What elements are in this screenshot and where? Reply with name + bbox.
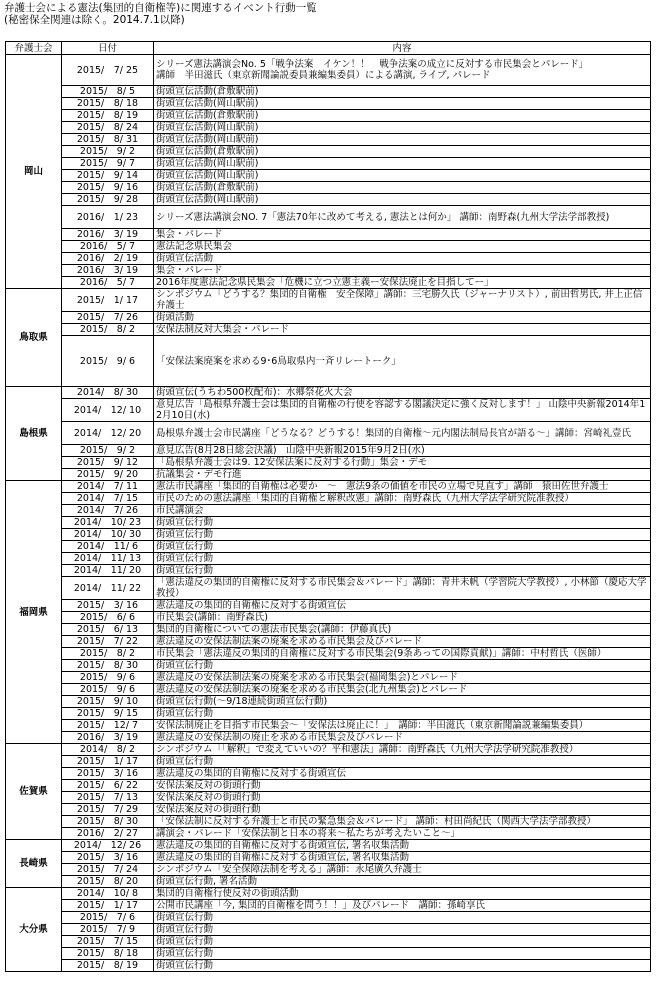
date-cell: 2014/ 8/ 30: [62, 387, 154, 399]
table-row: [6, 852, 651, 864]
date-cell: 2015/ 9/ 6: [62, 684, 154, 696]
content-cell: 集会・パレード: [154, 265, 651, 277]
content-cell: 街頭宣伝行動: [154, 948, 651, 960]
table-row: [6, 206, 651, 229]
date-cell: 2016/ 2/ 27: [62, 828, 154, 840]
table-row: [6, 399, 651, 422]
date-cell: 2015/ 7/ 22: [62, 636, 154, 648]
table-row: [6, 792, 651, 804]
table-row: [6, 517, 651, 529]
table-row: [6, 672, 651, 684]
date-cell: 2015/ 8/ 19: [62, 110, 154, 122]
date-cell: 2014/ 8/ 2: [62, 744, 154, 756]
date-cell: 2016/ 3/ 19: [62, 265, 154, 277]
content-cell: 街頭宣伝活動(岡山駅前): [154, 158, 651, 170]
date-cell: 2015/ 7/ 26: [62, 312, 154, 324]
date-cell: 2015/ 9/ 7: [62, 158, 154, 170]
content-cell: 街頭宣伝行動: [154, 660, 651, 672]
table-row: [6, 324, 651, 336]
date-cell: 2015/ 9/ 10: [62, 696, 154, 708]
table-row: [6, 624, 651, 636]
date-cell: 2015/ 9/ 15: [62, 708, 154, 720]
document-subtitle: (秘密保全関連は除く。2014.7.1以降): [4, 14, 185, 26]
date-cell: 2015/ 8/ 19: [62, 960, 154, 972]
table-row: [6, 600, 651, 612]
date-cell: 2016/ 3/ 19: [62, 229, 154, 241]
content-cell: シリーズ憲法講演会NO. 7「憲法70年に改めて考える, 憲法とは何か」 講師：南野森(九州大学法学部教授): [154, 206, 651, 229]
content-cell: 街頭宣伝活動(岡山駅前): [154, 170, 651, 182]
table-row: [6, 720, 651, 732]
table-row: [6, 876, 651, 888]
table-row: [6, 194, 651, 206]
table-row: [6, 840, 651, 852]
content-cell: シンポジウム「どうする？集団的自衛権 安全保障」講師：三宅勝久氏（ジャーナリスト）, 前田哲男氏, 井上正信弁護士: [154, 289, 651, 312]
date-cell: 2015/ 8/ 2: [62, 648, 154, 660]
content-cell: 意見広告「島根県弁護士会は集団的自衛権の行使を容認する閣議決定に強く反対します！」 山陰中央新報2014年12月10日(水): [154, 399, 651, 422]
content-cell: 「島根県弁護士会は9. 12安保法案に反対する行動」集会・デモ: [154, 457, 651, 469]
content-cell: 集会・パレード: [154, 229, 651, 241]
date-cell: 2014/ 7/ 26: [62, 505, 154, 517]
content-cell: 街頭宣伝行動: [154, 517, 651, 529]
table-row: [6, 960, 651, 972]
content-cell: 街頭宣伝活動(倉敷駅前): [154, 146, 651, 158]
table-body: [6, 55, 651, 972]
date-cell: 2015/ 9/ 6: [62, 672, 154, 684]
table-row: [6, 110, 651, 122]
content-cell: 街頭宣伝活動(倉敷駅前): [154, 182, 651, 194]
table-row: [6, 505, 651, 517]
table-row: [6, 888, 651, 900]
table-row: [6, 708, 651, 720]
content-cell: 街頭宣伝行動: [154, 553, 651, 565]
content-cell: 憲法違反の集団的自衛権に反対する街頭宣伝: [154, 768, 651, 780]
content-cell: 「憲法違反の集団的自衛権に反対する市民集会＆パレード」講師：青井未帆（学習院大学教授）, 小林節（慶応大学教授）: [154, 577, 651, 600]
table-row: [6, 445, 651, 457]
date-cell: 2015/ 1/ 17: [62, 900, 154, 912]
table-row: [6, 732, 651, 744]
date-cell: 2015/ 7/ 24: [62, 864, 154, 876]
table-row: [6, 696, 651, 708]
content-cell: 街頭宣伝行動(～9/18連続街頭宣伝行動): [154, 696, 651, 708]
content-cell: 街頭宣伝活動(岡山駅前): [154, 134, 651, 146]
date-cell: 2014/ 7/ 15: [62, 493, 154, 505]
date-cell: 2015/ 3/ 16: [62, 852, 154, 864]
date-cell: 2014/ 10/ 30: [62, 529, 154, 541]
table-row: [6, 684, 651, 696]
content-cell: シンポジウム「安全保障法制を考える」講師：永尾廣久弁護士: [154, 864, 651, 876]
table-row: [6, 253, 651, 265]
date-cell: 2015/ 8/ 20: [62, 876, 154, 888]
table-row: [6, 636, 651, 648]
content-cell: 街頭宣伝行動: [154, 565, 651, 577]
content-cell: 憲法違反の集団的自衛権に反対する街頭宣伝, 署名収集活動: [154, 852, 651, 864]
content-cell: 街頭宣伝行動: [154, 708, 651, 720]
content-cell: シリーズ憲法講演会No. 5「戦争法案 イケン！！ 戦争法案の成立に反対する市民集会とパレード」 講師 半田滋氏（東京新聞論説委員兼編集委員）による講演, ライブ, パレード: [154, 55, 651, 86]
date-cell: 2015/ 1/ 17: [62, 289, 154, 312]
table-row: [6, 146, 651, 158]
date-cell: 2015/ 9/ 16: [62, 182, 154, 194]
table-row: [6, 744, 651, 756]
content-cell: 街頭宣伝行動, 署名活動: [154, 876, 651, 888]
date-cell: 2015/ 7/ 13: [62, 792, 154, 804]
content-cell: 憲法違反の安保法制の廃止を求める市民集会及びパレード: [154, 732, 651, 744]
date-cell: 2015/ 7/ 9: [62, 924, 154, 936]
date-cell: 2014/ 11/ 6: [62, 541, 154, 553]
date-cell: 2015/ 7/ 25: [62, 55, 154, 86]
date-cell: 2015/ 9/ 6: [62, 336, 154, 387]
table-row: [6, 565, 651, 577]
table-row: [6, 804, 651, 816]
date-cell: 2016/ 5/ 7: [62, 241, 154, 253]
date-cell: 2015/ 6/ 13: [62, 624, 154, 636]
table-row: [6, 98, 651, 110]
date-cell: 2015/ 8/ 18: [62, 98, 154, 110]
content-cell: 街頭宣伝行動: [154, 960, 651, 972]
date-cell: 2015/ 6/ 6: [62, 612, 154, 624]
table-row: [6, 481, 651, 493]
content-cell: 安保法制廃止を目指す市民集会～「安保法は廃止に！」 講師：半田滋氏（東京新聞論説兼編集委員）: [154, 720, 651, 732]
date-cell: 2014/ 7/ 11: [62, 481, 154, 493]
date-cell: 2015/ 9/ 14: [62, 170, 154, 182]
table-row: [6, 289, 651, 312]
table-row: [6, 780, 651, 792]
content-cell: 憲法記念県民集会: [154, 241, 651, 253]
header-bar-association: 弁護士会: [6, 42, 62, 55]
date-cell: 2014/ 12/ 10: [62, 399, 154, 422]
content-cell: 憲法違反の安保法制法案の廃案を求める市民集会(福岡集会)とパレード: [154, 672, 651, 684]
table-row: [6, 55, 651, 86]
table-row: [6, 493, 651, 505]
bar-association-cell: 大分県: [6, 888, 62, 972]
content-cell: 街頭宣伝行動: [154, 912, 651, 924]
table-row: [6, 828, 651, 840]
content-cell: 安保法案反対の街頭行動: [154, 804, 651, 816]
header-content: 内容: [154, 42, 651, 55]
table-row: [6, 170, 651, 182]
date-cell: 2016/ 1/ 23: [62, 206, 154, 229]
table-row: [6, 277, 651, 289]
date-cell: 2015/ 7/ 15: [62, 936, 154, 948]
table-row: [6, 529, 651, 541]
date-cell: 2015/ 9/ 20: [62, 469, 154, 481]
date-cell: 2015/ 1/ 17: [62, 756, 154, 768]
table-row: [6, 756, 651, 768]
date-cell: 2015/ 9/ 2: [62, 445, 154, 457]
bar-association-cell: 福岡県: [6, 481, 62, 744]
content-cell: 市民集会「憲法違反の集団的自衛権に反対する市民集会(9条あっての国際貢献)」講師：中村哲氏（医師）: [154, 648, 651, 660]
table-row: [6, 924, 651, 936]
content-cell: 街頭活動: [154, 312, 651, 324]
content-cell: 意見広告(8月28日総会決議) 山陰中央新報2015年9月2日(水): [154, 445, 651, 457]
table-row: [6, 182, 651, 194]
content-cell: 街頭宣伝行動: [154, 756, 651, 768]
content-cell: 「安保法制に反対する弁護士と市民の緊急集会＆パレード」 講師：村田尚紀氏（関西大学法学部教授）: [154, 816, 651, 828]
content-cell: 街頭宣伝活動(倉敷駅前): [154, 110, 651, 122]
date-cell: 2015/ 7/ 6: [62, 912, 154, 924]
table-row: [6, 541, 651, 553]
table-row: [6, 768, 651, 780]
content-cell: 街頭宣伝活動(岡山駅前): [154, 194, 651, 206]
table-row: [6, 936, 651, 948]
content-cell: 集団的自衛権についての憲法市民集会(講師：伊藤真氏): [154, 624, 651, 636]
header-date: 日付: [62, 42, 154, 55]
date-cell: 2016/ 5/ 7: [62, 277, 154, 289]
date-cell: 2015/ 9/ 2: [62, 146, 154, 158]
content-cell: 街頭宣伝行動: [154, 924, 651, 936]
content-cell: 市民集会(講師：南野森氏): [154, 612, 651, 624]
date-cell: 2015/ 3/ 16: [62, 600, 154, 612]
content-cell: 街頭宣伝行動: [154, 529, 651, 541]
date-cell: 2014/ 11/ 22: [62, 577, 154, 600]
content-cell: 憲法違反の安保法制法案の廃案を求める市民集会(北九州集会)とパレード: [154, 684, 651, 696]
content-cell: 憲法違反の集団的自衛権に反対する街頭宣伝, 署名収集活動: [154, 840, 651, 852]
content-cell: 市民講演会: [154, 505, 651, 517]
date-cell: 2014/ 11/ 13: [62, 553, 154, 565]
date-cell: 2016/ 3/ 19: [62, 732, 154, 744]
date-cell: 2014/ 10/ 8: [62, 888, 154, 900]
date-cell: 2015/ 8/ 24: [62, 122, 154, 134]
date-cell: 2015/ 8/ 31: [62, 134, 154, 146]
date-cell: 2014/ 12/ 20: [62, 422, 154, 445]
date-cell: 2015/ 8/ 2: [62, 324, 154, 336]
content-cell: 憲法違反の安保法制法案の廃案を求める市民集会及びパレード: [154, 636, 651, 648]
content-cell: 街頭宣伝行動: [154, 936, 651, 948]
table-row: [6, 900, 651, 912]
date-cell: 2015/ 6/ 22: [62, 780, 154, 792]
document-title: 弁護士会による憲法(集団的自衛権等)に関連するイベント行動一覧: [4, 2, 317, 14]
table-header-row: [6, 42, 651, 55]
date-cell: 2015/ 9/ 12: [62, 457, 154, 469]
table-row: [6, 265, 651, 277]
bar-association-cell: 長崎県: [6, 840, 62, 888]
date-cell: 2015/ 8/ 5: [62, 86, 154, 98]
table-row: [6, 122, 651, 134]
table-row: [6, 612, 651, 624]
content-cell: シンポジウム「「解釈」で変えていいの？平和憲法」講師：南野森氏（九州大学法学研究院准教授）: [154, 744, 651, 756]
content-cell: 街頭宣伝(うちわ500枚配布)：水郷祭花火大会: [154, 387, 651, 399]
content-cell: 街頭宣伝行動: [154, 541, 651, 553]
table-row: [6, 648, 651, 660]
table-row: [6, 912, 651, 924]
content-cell: 講演会・パレード「安保法制と日本の将来～私たちが考えたいこと～」: [154, 828, 651, 840]
date-cell: 2015/ 12/ 7: [62, 720, 154, 732]
content-cell: 2016年度憲法記念県民集会「危機に立つ立憲主義ー安保法廃止を目指してー」: [154, 277, 651, 289]
content-cell: 安保法案反対の街頭行動: [154, 780, 651, 792]
table-row: [6, 134, 651, 146]
date-cell: 2015/ 8/ 30: [62, 816, 154, 828]
content-cell: 安保法制反対大集会・パレード: [154, 324, 651, 336]
date-cell: 2014/ 11/ 20: [62, 565, 154, 577]
content-cell: 街頭宣伝活動(岡山駅前): [154, 98, 651, 110]
table-row: [6, 241, 651, 253]
date-cell: 2015/ 9/ 28: [62, 194, 154, 206]
content-cell: 集団的自衛権行使反対の街頭活動: [154, 888, 651, 900]
content-cell: 街頭宣伝活動(倉敷駅前): [154, 86, 651, 98]
table-row: [6, 312, 651, 324]
date-cell: 2014/ 10/ 23: [62, 517, 154, 529]
table-row: [6, 457, 651, 469]
table-row: [6, 660, 651, 672]
content-cell: 街頭宣伝活動(岡山駅前): [154, 122, 651, 134]
date-cell: 2016/ 2/ 19: [62, 253, 154, 265]
table-row: [6, 229, 651, 241]
date-cell: 2015/ 8/ 30: [62, 660, 154, 672]
date-cell: 2015/ 7/ 29: [62, 804, 154, 816]
table-row: [6, 577, 651, 600]
table-row: [6, 387, 651, 399]
date-cell: 2015/ 8/ 18: [62, 948, 154, 960]
table-row: [6, 158, 651, 170]
table-row: [6, 86, 651, 98]
event-table: [5, 41, 651, 972]
table-row: [6, 816, 651, 828]
content-cell: 公開市民講座「今, 集団的自衛権を問う！！」及びパレード 講師：孫崎享氏: [154, 900, 651, 912]
content-cell: 「安保法案廃案を求める9･6鳥取県内一斉リレートーク」: [154, 336, 651, 387]
date-cell: 2015/ 3/ 16: [62, 768, 154, 780]
bar-association-cell: 佐賀県: [6, 744, 62, 840]
content-cell: 憲法違反の集団的自衛権に反対する街頭宣伝: [154, 600, 651, 612]
table-row: [6, 553, 651, 565]
content-cell: 安保法案反対の街頭行動: [154, 792, 651, 804]
content-cell: 島根県弁護士会市民講座「どうなる？どうする！集団的自衛権～元内閣法制局長官が語る～」講師：宮崎礼壹氏: [154, 422, 651, 445]
table-row: [6, 864, 651, 876]
content-cell: 市民のための憲法講座「集団的自衛権と解釈改憲」講師：南野森氏（九州大学法学研究院准教授）: [154, 493, 651, 505]
table-row: [6, 469, 651, 481]
date-cell: 2014/ 12/ 26: [62, 840, 154, 852]
bar-association-cell: 島根県: [6, 387, 62, 481]
bar-association-cell: 鳥取県: [6, 289, 62, 387]
content-cell: 憲法市民講座「集団的自衛権は必要か ～ 憲法9条の価値を市民の立場で見直す」講師 猿田佐世弁護士: [154, 481, 651, 493]
table-row: [6, 948, 651, 960]
content-cell: 街頭宣伝活動: [154, 253, 651, 265]
content-cell: 抗議集会・デモ行進: [154, 469, 651, 481]
table-row: [6, 336, 651, 387]
table-row: [6, 422, 651, 445]
bar-association-cell: 岡山: [6, 55, 62, 289]
